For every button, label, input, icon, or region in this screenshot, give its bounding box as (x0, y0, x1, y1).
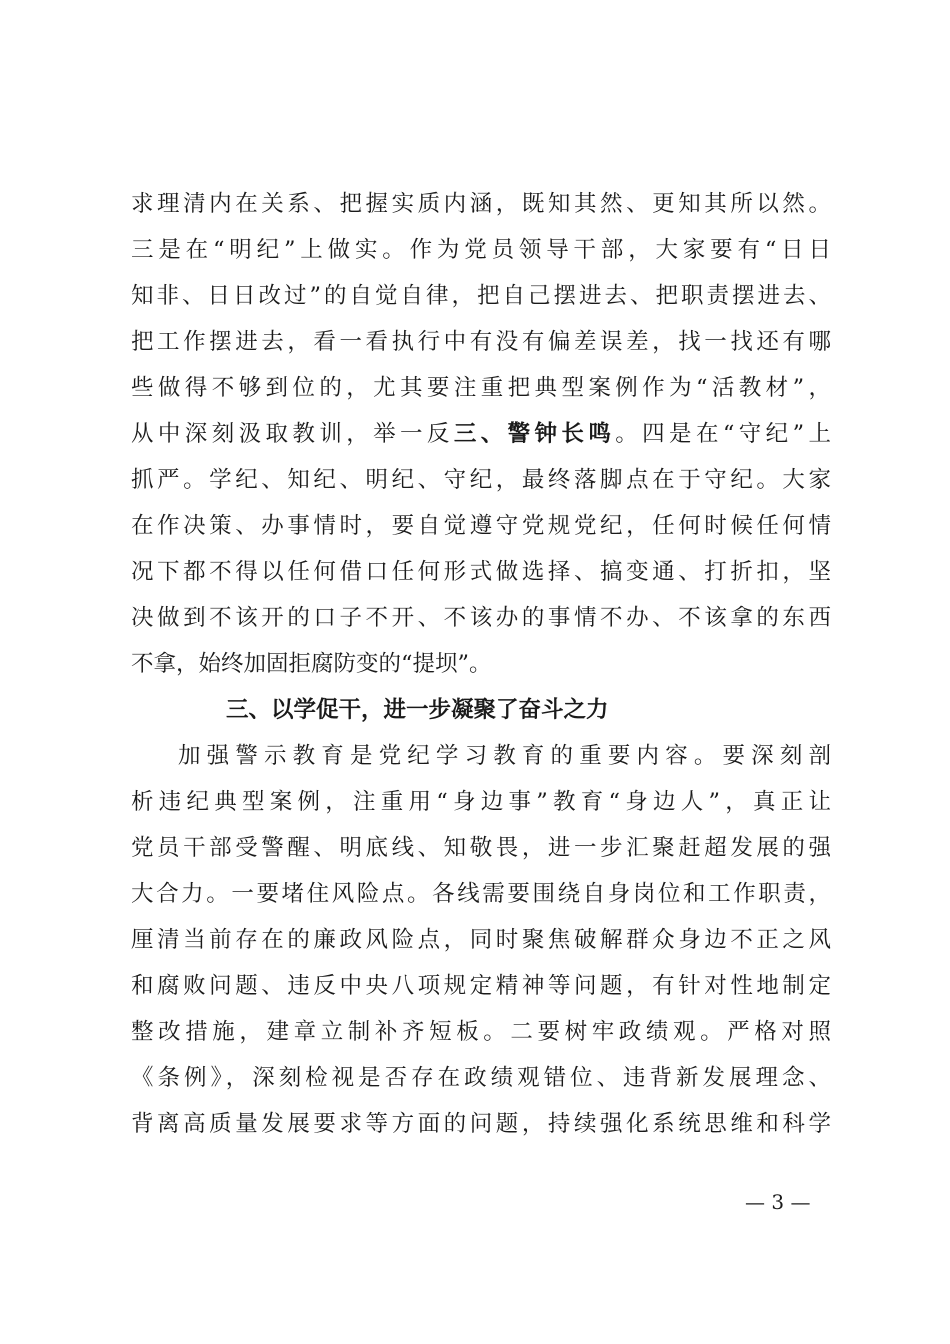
body-text-line: 党员干部受警醒、明底线、知敬畏，进一步汇聚赶超发展的强 (131, 835, 831, 861)
body-text-line: 求理清内在关系、把握实质内涵，既知其然、更知其所以然。 (131, 191, 831, 217)
section-heading: 三、以学促干，进一步凝聚了奋斗之力 (226, 697, 609, 723)
body-text-line: 整改措施，建章立制补齐短板。二要树牢政绩观。严格对照 (131, 1019, 831, 1045)
body-text-line: 况下都不得以任何借口任何形式做选择、搞变通、打折扣，坚 (131, 559, 831, 585)
text-segment: 。四是在“守纪”上 (615, 421, 831, 447)
body-text-line: 大合力。一要堵住风险点。各线需要围绕自身岗位和工作职责， (131, 881, 831, 907)
page-number: — 3 — (745, 1190, 811, 1214)
body-text-line: 析违纪典型案例，注重用“身边事”教育“身边人”，真正让 (131, 789, 831, 815)
body-text-line: 加强警示教育是党纪学习教育的重要内容。要深刻剖 (178, 743, 831, 769)
bold-text-segment: 三、警钟长鸣 (453, 421, 616, 447)
body-text-line: 把工作摆进去，看一看执行中有没有偏差误差，找一找还有哪 (131, 329, 831, 355)
body-text-line: 厘清当前存在的廉政风险点，同时聚焦破解群众身边不正之风 (131, 927, 831, 953)
body-text-line: 和腐败问题、违反中央八项规定精神等问题，有针对性地制定 (131, 973, 831, 999)
body-text-line: 《条例》，深刻检视是否存在政绩观错位、违背新发展理念、 (131, 1065, 831, 1091)
body-text-line: 不拿，始终加固拒腐防变的“提坝”。 (131, 651, 492, 677)
body-text-line: 在作决策、办事情时，要自觉遵守党规党纪，任何时候任何情 (131, 513, 831, 539)
body-text-line: 知非、日日改过”的自觉自律，把自己摆进去、把职责摆进去、 (131, 283, 831, 309)
body-text-line: 些做得不够到位的，尤其要注重把典型案例作为“活教材”， (131, 375, 831, 401)
body-text-line: 背离高质量发展要求等方面的问题，持续强化系统思维和科学 (131, 1111, 831, 1137)
body-text-line: 决做到不该开的口子不开、不该办的事情不办、不该拿的东西 (131, 605, 831, 631)
body-text-line: 抓严。学纪、知纪、明纪、守纪，最终落脚点在于守纪。大家 (131, 467, 831, 493)
text-segment: 从中深刻汲取教训，举一反 (131, 421, 454, 447)
body-text-line-mixed (131, 411, 831, 457)
body-text-line: 三是在“明纪”上做实。作为党员领导干部，大家要有“日日 (131, 237, 831, 263)
